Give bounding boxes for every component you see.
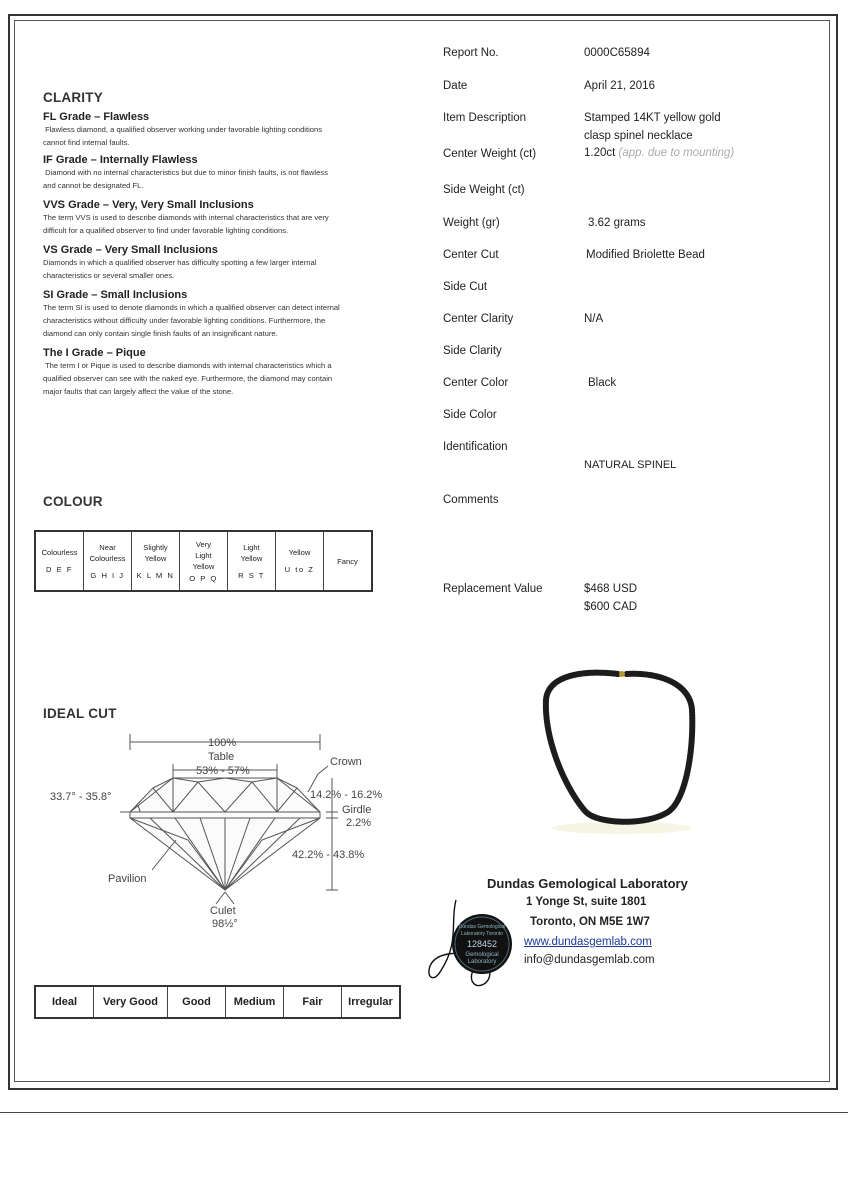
lab-address-line2: Toronto, ON M5E 1W7 bbox=[530, 916, 650, 928]
side-clarity-label: Side Clarity bbox=[443, 345, 502, 357]
replacement-value-label: Replacement Value bbox=[443, 583, 543, 595]
center-weight-number: 1.20ct bbox=[584, 147, 616, 159]
grade-desc-line: Diamond with no internal characteristics but due to minor finish faults, is not flawless bbox=[43, 168, 328, 177]
seal-text-line: Laboratory bbox=[467, 959, 497, 965]
center-weight-value bbox=[584, 147, 734, 159]
grade-title: VS Grade – Very Small Inclusions bbox=[43, 244, 218, 256]
crown-height-label: 14.2% - 16.2% bbox=[310, 789, 383, 801]
girdle-value-label: 2.2% bbox=[346, 817, 372, 829]
colour-cell-code: K L M N bbox=[136, 570, 175, 580]
center-clarity-value: N/A bbox=[584, 313, 604, 325]
colour-cell-line: Yellow bbox=[144, 553, 167, 563]
colour-cell-line: Near bbox=[99, 542, 116, 552]
culet-value-label: 98½° bbox=[212, 918, 238, 930]
colour-cell-code: U to Z bbox=[284, 565, 315, 574]
cut-grade-very-good: Very Good bbox=[94, 986, 168, 1018]
colour-cell-def bbox=[35, 531, 84, 591]
center-color-value: Black bbox=[588, 377, 617, 389]
colour-cell-ghij bbox=[84, 531, 132, 591]
grade-title: SI Grade – Small Inclusions bbox=[43, 289, 188, 301]
grade-desc-line: The term SI is used to denote diamonds in which a qualified observer can detect internal bbox=[43, 303, 340, 312]
grade-desc-line: Flawless diamond, a qualified observer working under favorable lighting conditions bbox=[43, 125, 323, 134]
seal-serial-number: 128452 bbox=[466, 939, 498, 949]
identification-label: Identification bbox=[443, 441, 508, 453]
clarity-grade-vs bbox=[43, 244, 393, 289]
center-weight-note: (app. due to mounting) bbox=[618, 147, 735, 159]
colour-cell-line: Light bbox=[195, 550, 212, 560]
identification-value: NATURAL SPINEL bbox=[584, 459, 677, 471]
colour-cell-line: Yellow bbox=[192, 561, 215, 571]
girdle-label: Girdle bbox=[342, 804, 372, 816]
center-cut-label: Center Cut bbox=[443, 249, 499, 261]
grade-desc-line: qualified observer can see with the naked eye. Furthermore, the diamond may contain bbox=[43, 374, 333, 383]
table-range-label: 53% - 57% bbox=[196, 765, 250, 777]
clarity-grade-if bbox=[43, 154, 393, 199]
date-value: April 21, 2016 bbox=[584, 80, 655, 92]
crown-angle-label: 33.7° - 35.8° bbox=[50, 791, 112, 803]
item-description-value-line2: clasp spinel necklace bbox=[584, 130, 693, 142]
grade-desc-line: characteristics or several smaller ones. bbox=[43, 271, 175, 280]
page-bottom-rule bbox=[0, 1112, 848, 1113]
grade-desc-line: and cannot be designated FL. bbox=[43, 181, 144, 190]
cut-grade-ideal: Ideal bbox=[35, 986, 94, 1018]
report-no-label: Report No. bbox=[443, 47, 499, 59]
colour-cell-line: Very bbox=[195, 539, 212, 549]
diamond-proportions-diagram bbox=[40, 728, 400, 934]
side-weight-label: Side Weight (ct) bbox=[443, 184, 525, 196]
grade-desc-line: difficult for a qualified observer to find under favorable lighting conditions. bbox=[43, 226, 289, 235]
width-percent-label: 100% bbox=[208, 737, 237, 749]
comments-label: Comments bbox=[443, 494, 499, 506]
ideal-cut-heading: IDEAL CUT bbox=[43, 706, 117, 721]
grade-title: VVS Grade – Very, Very Small Inclusions bbox=[43, 199, 254, 211]
colour-cell-opq bbox=[180, 531, 228, 591]
center-cut-value: Modified Briolette Bead bbox=[586, 249, 705, 261]
necklace-photo bbox=[526, 660, 716, 840]
grade-desc-line: major faults that can largely affect the value of the stone. bbox=[43, 387, 234, 396]
clarity-grade-list bbox=[43, 111, 393, 398]
cut-grade-medium: Medium bbox=[226, 986, 284, 1018]
center-color-label: Center Color bbox=[443, 377, 509, 389]
necklace-clasp bbox=[619, 671, 625, 677]
grade-title: IF Grade – Internally Flawless bbox=[43, 154, 198, 166]
grade-desc-line: The term VVS is used to describe diamonds with internal characteristics that are very bbox=[43, 213, 329, 222]
laboratory-seal bbox=[420, 892, 530, 992]
colour-cell-fancy bbox=[324, 531, 373, 591]
crown-label: Crown bbox=[330, 756, 362, 768]
grade-desc-line: cannot find internal faults. bbox=[43, 138, 130, 147]
replacement-value-cad: $600 CAD bbox=[584, 601, 638, 613]
clarity-grade-i bbox=[43, 347, 393, 398]
colour-cell-line: Fancy bbox=[337, 556, 358, 566]
side-color-label: Side Color bbox=[443, 409, 497, 421]
colour-cell-code: O P Q bbox=[189, 573, 218, 583]
grade-desc-line: diamond can only contain single finish faults of an insignificant nature. bbox=[43, 329, 278, 338]
seal-text-line: Gemological bbox=[465, 952, 499, 958]
replacement-value-usd: $468 USD bbox=[584, 583, 638, 595]
lab-address-line1: 1 Yonge St, suite 1801 bbox=[526, 896, 647, 908]
colour-cell-code: D E F bbox=[46, 565, 73, 574]
report-no-value: 0000C65894 bbox=[584, 47, 650, 59]
center-clarity-label: Center Clarity bbox=[443, 313, 514, 325]
clarity-grade-si bbox=[43, 289, 393, 347]
cut-grade-irregular: Irregular bbox=[342, 986, 401, 1018]
table-label: Table bbox=[208, 751, 235, 763]
clarity-grade-vvs bbox=[43, 199, 393, 244]
colour-cell-code: R S T bbox=[238, 570, 265, 580]
date-label: Date bbox=[443, 80, 468, 92]
lab-name: Dundas Gemological Laboratory bbox=[487, 876, 688, 891]
colour-cell-line: Colourless bbox=[89, 553, 126, 563]
colour-scale-table bbox=[34, 530, 373, 592]
lab-email: info@dundasgemlab.com bbox=[524, 954, 655, 966]
colour-heading: COLOUR bbox=[43, 494, 103, 509]
colour-cell-line: Slightly bbox=[143, 542, 168, 552]
seal-text-line: Dundas Gemological bbox=[458, 924, 506, 930]
pavilion-label: Pavilion bbox=[108, 873, 147, 885]
colour-cell-line: Light bbox=[243, 542, 260, 552]
lab-website-link[interactable]: www.dundasgemlab.com bbox=[524, 936, 652, 948]
colour-cell-line: Yellow bbox=[240, 553, 263, 563]
item-description-label: Item Description bbox=[443, 112, 527, 124]
grade-desc-line: The term I or Pique is used to describe diamonds with internal characteristics which a bbox=[43, 361, 332, 370]
colour-cell-code: G H I J bbox=[90, 570, 125, 580]
cut-grade-table bbox=[34, 985, 401, 1019]
colour-cell-klmn bbox=[132, 531, 180, 591]
grade-desc-line: Diamonds in which a qualified observer has difficulty spotting a few larger internal bbox=[43, 258, 317, 267]
culet-label: Culet bbox=[210, 905, 236, 917]
grade-desc-line: characteristics without difficulty under favorable lighting conditions. Furthermore, the bbox=[43, 316, 326, 325]
side-cut-label: Side Cut bbox=[443, 281, 488, 293]
colour-cell-rst bbox=[228, 531, 276, 591]
colour-cell-line: Colourless bbox=[41, 548, 78, 557]
weight-gr-value: 3.62 grams bbox=[588, 217, 646, 229]
weight-gr-label: Weight (gr) bbox=[443, 217, 500, 229]
item-description-value: Stamped 14KT yellow gold bbox=[584, 112, 721, 124]
cut-grade-good: Good bbox=[168, 986, 226, 1018]
clarity-heading: CLARITY bbox=[43, 90, 103, 105]
grade-title: FL Grade – Flawless bbox=[43, 111, 150, 123]
grade-title: The I Grade – Pique bbox=[43, 347, 146, 359]
cut-grade-fair: Fair bbox=[284, 986, 342, 1018]
colour-cell-u-to-z bbox=[276, 531, 324, 591]
seal-text-line: Laboratory Toronto bbox=[461, 931, 503, 937]
clarity-grade-fl bbox=[43, 111, 393, 154]
colour-cell-line: Yellow bbox=[288, 548, 311, 557]
center-weight-label: Center Weight (ct) bbox=[443, 148, 537, 160]
pavilion-depth-label: 42.2% - 43.8% bbox=[292, 849, 365, 861]
